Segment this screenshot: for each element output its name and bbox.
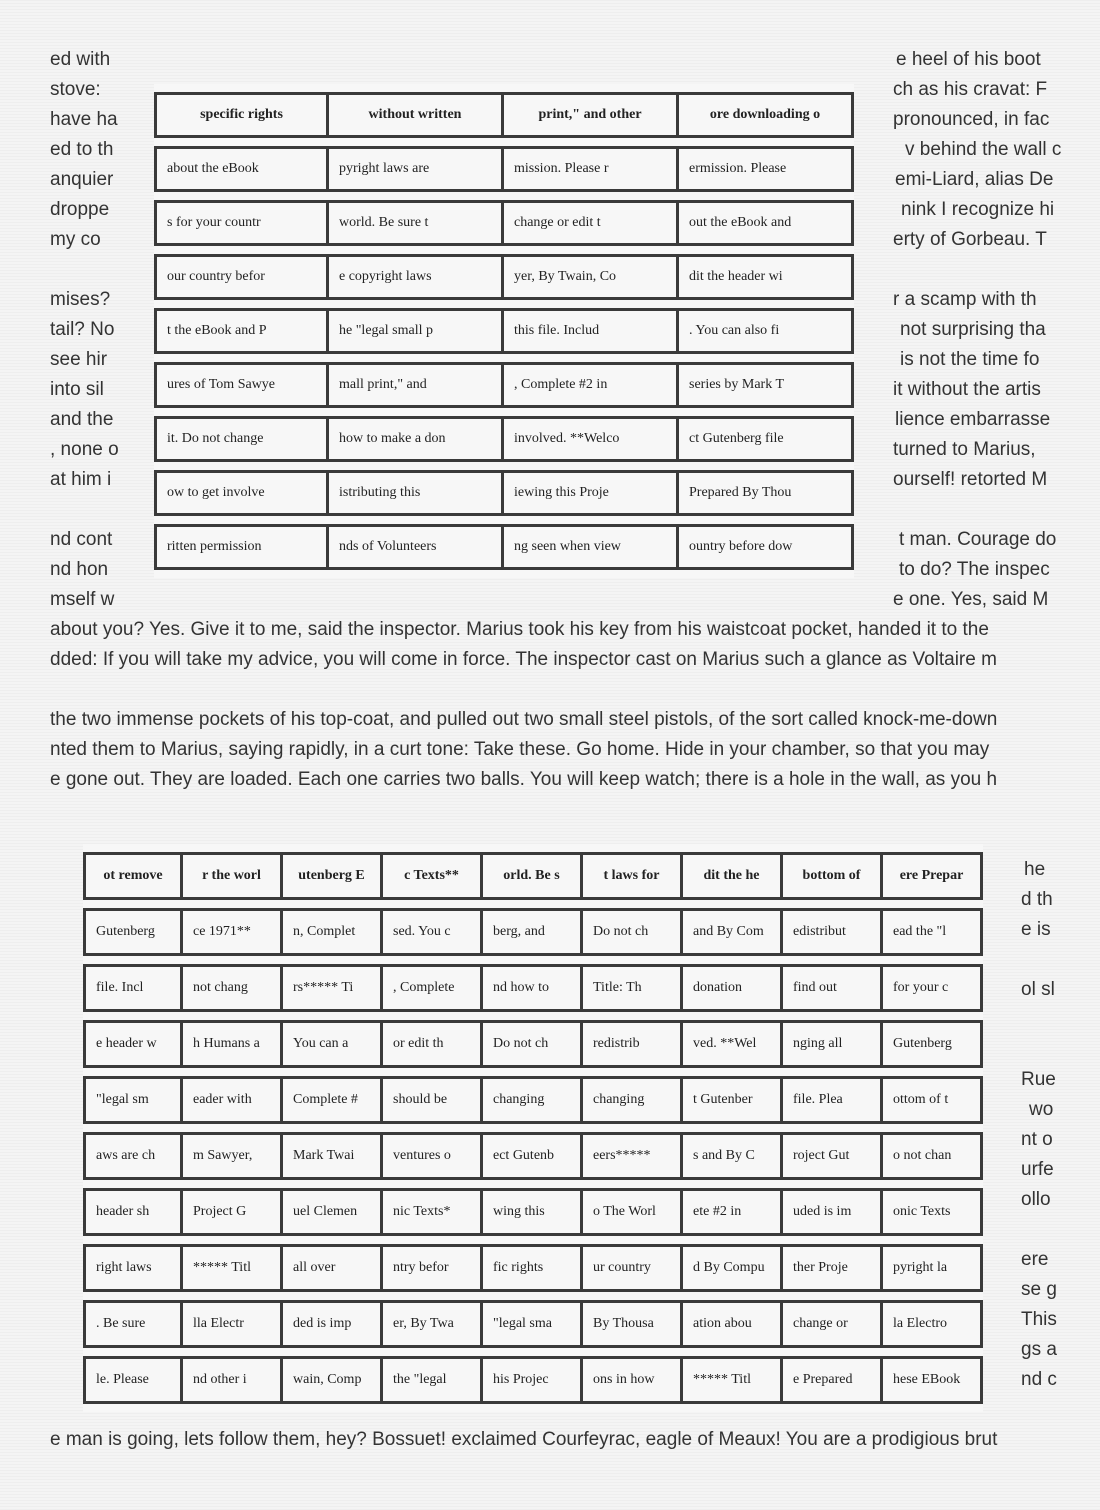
- body-text-fragment: lience embarrasse: [895, 409, 1051, 430]
- table-row: [83, 1244, 983, 1292]
- table-cell: our country befor: [154, 254, 329, 300]
- table-cell: You can a: [283, 1020, 383, 1068]
- table-cell: uded is im: [783, 1188, 883, 1236]
- table-cell: nic Texts*: [383, 1188, 483, 1236]
- table-cell: out the eBook and: [679, 200, 854, 246]
- table-header-row: [154, 92, 854, 138]
- body-text-line: nd hon: [50, 559, 109, 580]
- body-text-line: ed to th: [50, 139, 114, 160]
- table-cell: wing this: [483, 1188, 583, 1236]
- table-cell: ation abou: [683, 1300, 783, 1348]
- table-cell: , Complete: [383, 964, 483, 1012]
- table-row: [83, 1356, 983, 1404]
- table-cell: pyright la: [883, 1244, 983, 1292]
- table-cell: m Sawyer,: [183, 1132, 283, 1180]
- table-row: [83, 964, 983, 1012]
- body-text-fragment: nt o: [1021, 1129, 1053, 1150]
- table-cell: o The Worl: [583, 1188, 683, 1236]
- body-text-line: dded: If you will take my advice, you will come in force. The inspector cast on Marius such a glance as Voltaire m: [50, 649, 997, 670]
- body-text-line: ed with: [50, 49, 111, 70]
- table-cell: onic Texts: [883, 1188, 983, 1236]
- table-cell: it. Do not change: [154, 416, 329, 462]
- table-cell: Project G: [183, 1188, 283, 1236]
- table-cell: nd how to: [483, 964, 583, 1012]
- table-cell: nds of Volunteers: [329, 524, 504, 570]
- table-cell: and By Com: [683, 908, 783, 956]
- table-cell: ow to get involve: [154, 470, 329, 516]
- table-cell: ottom of t: [883, 1076, 983, 1124]
- table-cell: header sh: [83, 1188, 183, 1236]
- table-cell: edistribut: [783, 908, 883, 956]
- table-cell: ded is imp: [283, 1300, 383, 1348]
- table-cell: wain, Comp: [283, 1356, 383, 1404]
- body-text-fragment: t man. Courage do: [899, 529, 1057, 550]
- body-text-line: mself w: [50, 589, 115, 610]
- table-cell: aws are ch: [83, 1132, 183, 1180]
- body-text-fragment: nd c: [1021, 1369, 1057, 1390]
- table-cell: how to make a don: [329, 416, 504, 462]
- column-header: r the worl: [183, 852, 283, 900]
- column-header: ore downloading o: [679, 92, 854, 138]
- table-cell: mall print," and: [329, 362, 504, 408]
- table-cell: ved. **Wel: [683, 1020, 783, 1068]
- body-text-line: stove:: [50, 79, 101, 100]
- body-text-fragment: wo: [1029, 1099, 1054, 1120]
- body-text-fragment: gs a: [1021, 1339, 1057, 1360]
- table-row: [83, 1188, 983, 1236]
- column-header: bottom of: [783, 852, 883, 900]
- table-cell: roject Gut: [783, 1132, 883, 1180]
- table-cell: iewing this Proje: [504, 470, 679, 516]
- table-cell: sed. You c: [383, 908, 483, 956]
- column-header: t laws for: [583, 852, 683, 900]
- body-text-line: have ha: [50, 109, 118, 130]
- table-cell: e copyright laws: [329, 254, 504, 300]
- body-text-fragment: turned to Marius,: [893, 439, 1036, 460]
- body-text-fragment: This: [1021, 1309, 1057, 1330]
- table-cell: hese EBook: [883, 1356, 983, 1404]
- table-row: [83, 1300, 983, 1348]
- table-cell: le. Please: [83, 1356, 183, 1404]
- table-cell: he "legal small p: [329, 308, 504, 354]
- table-cell: Gutenberg: [83, 908, 183, 956]
- table-cell: t the eBook and P: [154, 308, 329, 354]
- table-row: [83, 908, 983, 956]
- body-text-fragment: erty of Gorbeau. T: [893, 229, 1047, 250]
- body-text-fragment: v behind the wall c: [905, 139, 1062, 160]
- table-cell: Mark Twai: [283, 1132, 383, 1180]
- table-row: [154, 254, 854, 300]
- table-cell: ete #2 in: [683, 1188, 783, 1236]
- body-text-line: nted them to Marius, saying rapidly, in a curt tone: Take these. Go home. Hide in your chamber, so that you may: [50, 739, 990, 760]
- lower-table: [83, 844, 983, 1412]
- table-cell: the "legal: [383, 1356, 483, 1404]
- body-text-fragment: pronounced, in fac: [893, 109, 1050, 130]
- table-cell: Gutenberg: [883, 1020, 983, 1068]
- table-cell: change or edit t: [504, 200, 679, 246]
- body-text-line: and the: [50, 409, 114, 430]
- body-text-fragment: ch as his cravat: F: [893, 79, 1048, 100]
- body-text-line: , none o: [50, 439, 119, 460]
- table-cell: "legal sma: [483, 1300, 583, 1348]
- table-row: [83, 1076, 983, 1124]
- table-row: [154, 146, 854, 192]
- table-cell: la Electro: [883, 1300, 983, 1348]
- body-text-fragment: se g: [1021, 1279, 1057, 1300]
- body-text-line: tail? No: [50, 319, 115, 340]
- table-cell: ng seen when view: [504, 524, 679, 570]
- column-header: utenberg E: [283, 852, 383, 900]
- table-cell: nd other i: [183, 1356, 283, 1404]
- table-cell: ermission. Please: [679, 146, 854, 192]
- table-row: [154, 362, 854, 408]
- table-cell: lla Electr: [183, 1300, 283, 1348]
- table-row: [154, 308, 854, 354]
- table-cell: h Humans a: [183, 1020, 283, 1068]
- table-cell: about the eBook: [154, 146, 329, 192]
- table-cell: this file. Includ: [504, 308, 679, 354]
- table-cell: , Complete #2 in: [504, 362, 679, 408]
- table-row: [154, 524, 854, 570]
- body-text-line: e man is going, lets follow them, hey? Bossuet! exclaimed Courfeyrac, eagle of Meaux! You are a prodigious brut: [50, 1429, 998, 1450]
- body-text-fragment: is not the time fo: [900, 349, 1040, 370]
- table-row: [154, 416, 854, 462]
- table-cell: changing: [483, 1076, 583, 1124]
- table-cell: . You can also fi: [679, 308, 854, 354]
- table-cell: ***** Titl: [683, 1356, 783, 1404]
- upper-table: [154, 84, 854, 578]
- body-text-line: nd cont: [50, 529, 113, 550]
- table-cell: d By Compu: [683, 1244, 783, 1292]
- table-cell: ur country: [583, 1244, 683, 1292]
- table-row: [154, 470, 854, 516]
- table-cell: yer, By Twain, Co: [504, 254, 679, 300]
- table-cell: ountry before dow: [679, 524, 854, 570]
- body-text-line: e gone out. They are loaded. Each one carries two balls. You will keep watch; there is a hole in the wall, as you h: [50, 769, 998, 790]
- table-cell: fic rights: [483, 1244, 583, 1292]
- table-cell: er, By Twa: [383, 1300, 483, 1348]
- table-cell: By Thousa: [583, 1300, 683, 1348]
- body-text-fragment: ourself! retorted M: [893, 469, 1048, 490]
- body-text-fragment: ol sl: [1021, 979, 1055, 1000]
- table-cell: should be: [383, 1076, 483, 1124]
- body-text-fragment: he: [1024, 859, 1046, 880]
- body-text-fragment: r a scamp with th: [893, 289, 1037, 310]
- table-cell: berg, and: [483, 908, 583, 956]
- table-cell: pyright laws are: [329, 146, 504, 192]
- body-text-line: at him i: [50, 469, 112, 490]
- table-cell: Complete #: [283, 1076, 383, 1124]
- table-cell: dit the header wi: [679, 254, 854, 300]
- body-text-fragment: e is: [1021, 919, 1051, 940]
- table-cell: ***** Titl: [183, 1244, 283, 1292]
- table-cell: involved. **Welco: [504, 416, 679, 462]
- table-cell: . Be sure: [83, 1300, 183, 1348]
- table-cell: istributing this: [329, 470, 504, 516]
- table-cell: Do not ch: [583, 908, 683, 956]
- body-text-line: droppe: [50, 199, 110, 220]
- table-cell: all over: [283, 1244, 383, 1292]
- table-cell: ther Proje: [783, 1244, 883, 1292]
- table-cell: donation: [683, 964, 783, 1012]
- body-text-line: my co: [50, 229, 101, 250]
- table-cell: not chang: [183, 964, 283, 1012]
- column-header: dit the he: [683, 852, 783, 900]
- table-cell: for your c: [883, 964, 983, 1012]
- table-row: [154, 200, 854, 246]
- table-cell: ead the "l: [883, 908, 983, 956]
- column-header: print," and other: [504, 92, 679, 138]
- table-cell: ct Gutenberg file: [679, 416, 854, 462]
- column-header: orld. Be s: [483, 852, 583, 900]
- table-cell: t Gutenber: [683, 1076, 783, 1124]
- table-cell: eers*****: [583, 1132, 683, 1180]
- body-text-fragment: Rue: [1021, 1069, 1056, 1090]
- table-cell: e Prepared: [783, 1356, 883, 1404]
- column-header: specific rights: [154, 92, 329, 138]
- body-text-fragment: urfe: [1021, 1159, 1054, 1180]
- body-text-fragment: e one. Yes, said M: [893, 589, 1049, 610]
- table-cell: s and By C: [683, 1132, 783, 1180]
- table-cell: Title: Th: [583, 964, 683, 1012]
- table-cell: ventures o: [383, 1132, 483, 1180]
- table-cell: find out: [783, 964, 883, 1012]
- table-cell: file. Incl: [83, 964, 183, 1012]
- table-cell: s for your countr: [154, 200, 329, 246]
- body-text-fragment: d th: [1021, 889, 1053, 910]
- column-header: c Texts**: [383, 852, 483, 900]
- table-cell: uel Clemen: [283, 1188, 383, 1236]
- table-cell: changing: [583, 1076, 683, 1124]
- body-text-fragment: ere: [1021, 1249, 1049, 1270]
- body-text-fragment: emi-Liard, alias De: [895, 169, 1054, 190]
- table-cell: "legal sm: [83, 1076, 183, 1124]
- table-cell: file. Plea: [783, 1076, 883, 1124]
- body-text-line: anquier: [50, 169, 114, 190]
- table-cell: series by Mark T: [679, 362, 854, 408]
- table-cell: ntry befor: [383, 1244, 483, 1292]
- body-text-line: about you? Yes. Give it to me, said the inspector. Marius took his key from his waistcoat pocket, handed it to the: [50, 619, 989, 640]
- body-text-fragment: e heel of his boot: [896, 49, 1041, 70]
- body-text-line: see hir: [50, 349, 108, 370]
- table-cell: or edit th: [383, 1020, 483, 1068]
- body-text-line: into sil: [50, 379, 104, 400]
- table-cell: Prepared By Thou: [679, 470, 854, 516]
- table-header-row: [83, 852, 983, 900]
- table-row: [83, 1132, 983, 1180]
- column-header: ere Prepar: [883, 852, 983, 900]
- body-text-line: the two immense pockets of his top-coat, and pulled out two small steel pistols, of the sort called knock-me-down: [50, 709, 998, 730]
- table-cell: right laws: [83, 1244, 183, 1292]
- table-cell: world. Be sure t: [329, 200, 504, 246]
- table-cell: his Projec: [483, 1356, 583, 1404]
- body-text-fragment: not surprising tha: [900, 319, 1046, 340]
- table-cell: eader with: [183, 1076, 283, 1124]
- body-text-fragment: to do? The inspec: [899, 559, 1050, 580]
- table-cell: ritten permission: [154, 524, 329, 570]
- table-cell: o not chan: [883, 1132, 983, 1180]
- table-cell: change or: [783, 1300, 883, 1348]
- table-cell: nging all: [783, 1020, 883, 1068]
- body-text-line: mises?: [50, 289, 111, 310]
- column-header: without written: [329, 92, 504, 138]
- table-cell: ce 1971**: [183, 908, 283, 956]
- table-cell: mission. Please r: [504, 146, 679, 192]
- body-text-fragment: it without the artis: [893, 379, 1041, 400]
- table-cell: n, Complet: [283, 908, 383, 956]
- table-row: [83, 1020, 983, 1068]
- table-cell: redistrib: [583, 1020, 683, 1068]
- column-header: ot remove: [83, 852, 183, 900]
- table-cell: rs***** Ti: [283, 964, 383, 1012]
- table-cell: ect Gutenb: [483, 1132, 583, 1180]
- table-cell: Do not ch: [483, 1020, 583, 1068]
- table-cell: ures of Tom Sawye: [154, 362, 329, 408]
- body-text-fragment: ollo: [1021, 1189, 1051, 1210]
- table-cell: e header w: [83, 1020, 183, 1068]
- body-text-fragment: nink I recognize hi: [901, 199, 1055, 220]
- table-cell: ons in how: [583, 1356, 683, 1404]
